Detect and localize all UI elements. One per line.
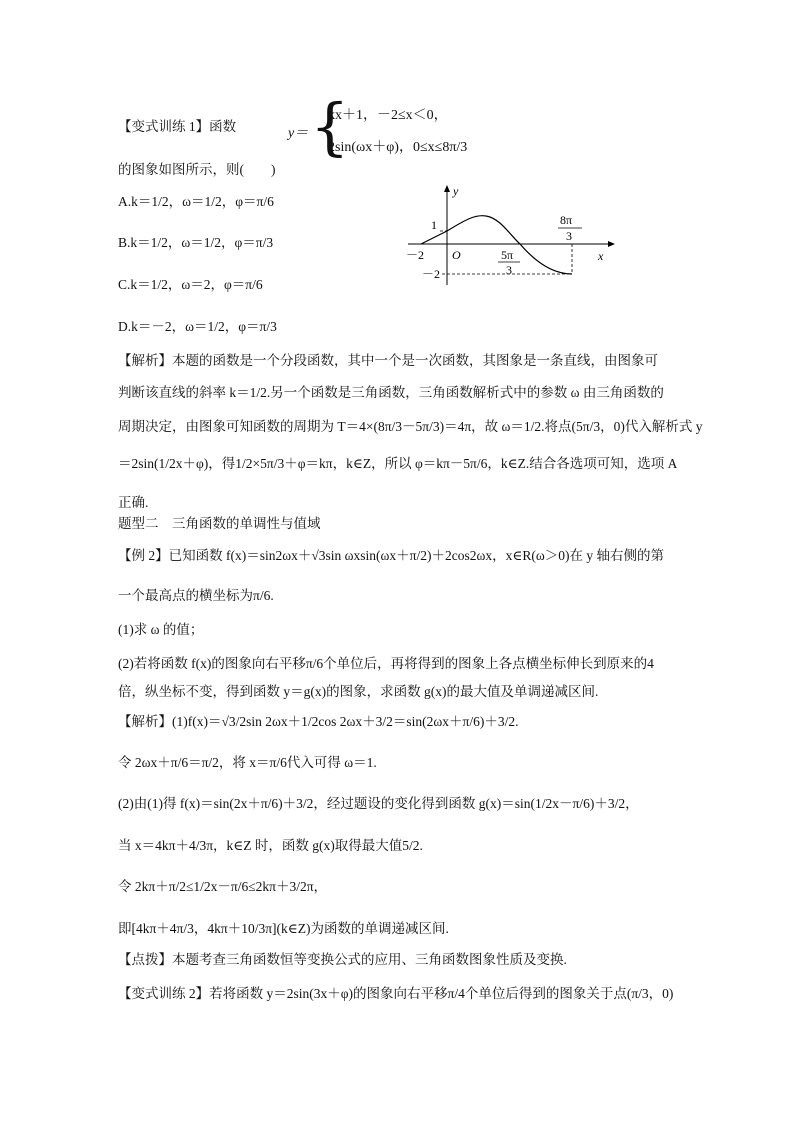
example2-line-4: (2)若将函数 f(x)的图象向右平移π/6个单位后，再将得到的图象上各点横坐标伸长到原来的4 (118, 656, 654, 671)
option-d: D.k＝－2，ω＝1/2，φ＝π/3 (118, 319, 277, 334)
example2-line-3: (1)求 ω 的值； (118, 622, 204, 637)
analysis1-line-1: 【解析】本题的函数是一个分段函数，其中一个是一次函数，其图象是一条直线，由图象可 (118, 353, 658, 368)
label-neg2-x: －2 (406, 248, 425, 262)
x-axis-label: x (598, 249, 604, 263)
analysis2-line-4: 当 x＝4kπ＋4/3π，k∈Z 时，函数 g(x)取得最大值5/2. (118, 838, 423, 853)
analysis1-line-5: 正确. (118, 495, 149, 510)
analysis1-line-4: ＝2sin(1/2x＋φ)，得1/2×5π/3＋φ＝kπ，k∈Z，所以 φ＝kπ－5π/6，k∈Z.结合各选项可知，选项 A (118, 456, 678, 471)
analysis2-line-3: (2)由(1)得 f(x)＝sin(2x＋π/6)＋3/2，经过题设的变化得到函数 g(x)＝sin(1/2x－π/6)＋3/2， (118, 796, 639, 811)
option-b: B.k＝1/2，ω＝1/2，φ＝π/3 (118, 235, 274, 250)
example2-line-2: 一个最高点的横坐标为π/6. (118, 588, 274, 603)
label-neg2-y: －2 (422, 267, 441, 281)
y-axis-label: y (453, 184, 459, 198)
analysis1-line-2: 判断该直线的斜率 k＝1/2.另一个函数是三角函数，三角函数解析式中的参数 ω 由三角函数的 (118, 385, 664, 400)
example2-line-5: 倍，纵坐标不变，得到函数 y＝g(x)的图象，求函数 g(x)的最大值及单调递减区间. (118, 684, 599, 699)
function-graph (400, 180, 620, 290)
piecewise-case-2: 2sin(ωx＋φ)，0≤x≤8π/3 (328, 140, 468, 155)
label-5pi-den: 3 (506, 263, 512, 277)
analysis1-line-3: 周期决定，由图象可知函数的周期为 T＝4×(8π/3－5π/3)＝4π，故 ω＝1/2.将点(5π/3，0)代入解析式 y (118, 419, 703, 434)
x-axis-arrow-icon (608, 241, 615, 247)
piecewise-case-1: kx＋1，－2≤x＜0， (328, 108, 448, 123)
topic2-title: 题型二 三角函数的单调性与值域 (118, 516, 321, 531)
function-lhs: y＝ (288, 126, 309, 141)
analysis2-line-1: 【解析】(1)f(x)＝√3/2sin 2ωx＋1/2cos 2ωx＋3/2＝sin(2ωx＋π/6)＋3/2. (118, 714, 519, 729)
example2-line-1: 【例 2】已知函数 f(x)＝sin2ωx＋√3sin ωxsin(ωx＋π/2)＋2cos2ωx，x∈R(ω＞0)在 y 轴右侧的第 (118, 548, 665, 563)
option-c: C.k＝1/2，ω＝2，φ＝π/6 (118, 277, 263, 292)
linear-segment (421, 231, 447, 244)
variant2-line: 【变式训练 2】若将函数 y＝2sin(3x＋φ)的图象向右平移π/4个单位后得到的图象关于点(π/3，0) (118, 986, 674, 1001)
analysis2-line-6: 即[4kπ＋4π/3，4kπ＋10/3π](k∈Z)为函数的单调递减区间. (118, 921, 449, 936)
option-a: A.k＝1/2，ω＝1/2，φ＝π/6 (118, 194, 274, 209)
variant1-question: 的图象如图所示，则( ) (118, 162, 276, 177)
analysis2-line-2: 令 2ωx＋π/6＝π/2，将 x＝π/6代入可得 ω＝1. (118, 755, 377, 770)
y-axis-arrow-icon (444, 185, 450, 192)
label-5pi-num: 5π (501, 248, 514, 262)
label-1: 1 (431, 218, 437, 232)
analysis2-line-5: 令 2kπ＋π/2≤1/2x－π/6≤2kπ＋3/2π， (118, 879, 328, 894)
label-origin: O (452, 248, 461, 262)
note-line: 【点拨】本题考查三角函数恒等变换公式的应用、三角函数图象性质及变换. (118, 952, 567, 967)
left-brace-icon: { (310, 90, 350, 163)
label-8pi-den: 3 (566, 229, 572, 243)
label-8pi-num: 8π (560, 213, 573, 227)
variant1-heading: 【变式训练 1】函数 (118, 119, 237, 134)
piecewise-function (288, 90, 518, 166)
